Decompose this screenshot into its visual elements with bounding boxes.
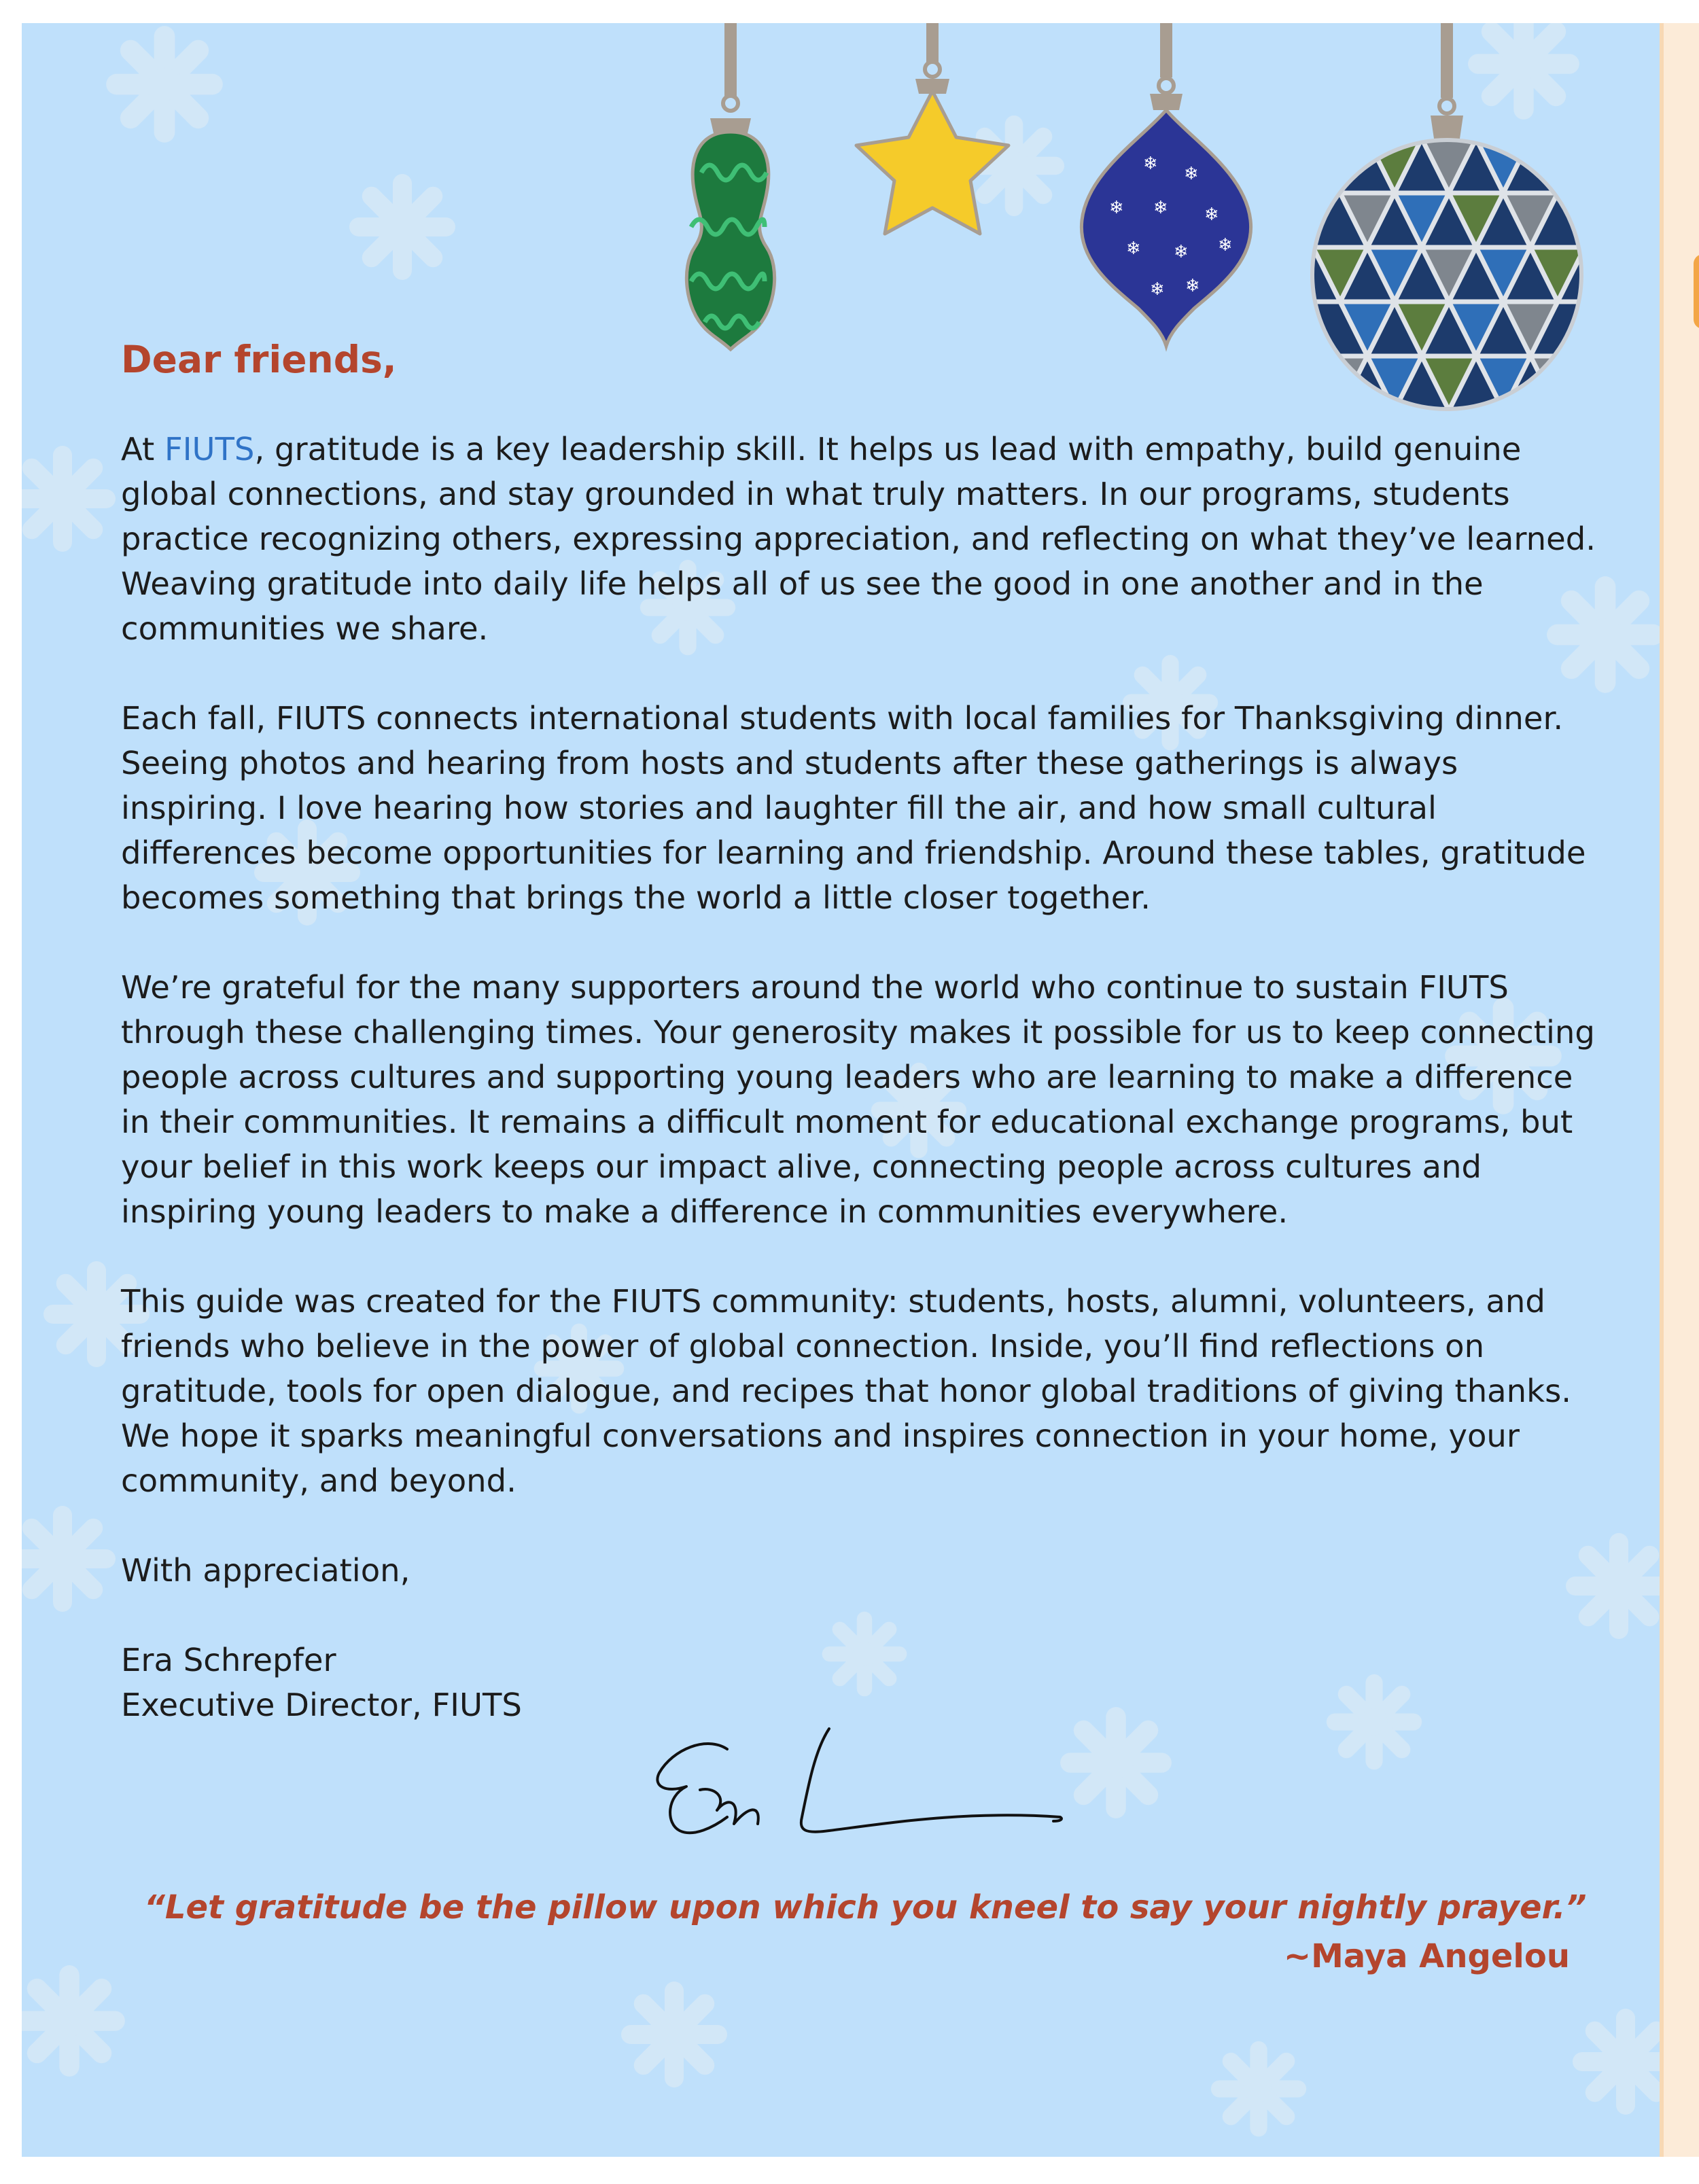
quote-text: “Let gratitude be the pillow upon which you kneel to say your nightly prayer.” xyxy=(144,1888,1587,1926)
signer-title: Executive Director, FIUTS xyxy=(121,1687,522,1723)
blue-snowflake-ornament-icon xyxy=(1081,23,1250,346)
snowflake-icon xyxy=(22,1506,116,1612)
adjacent-page-edge xyxy=(1660,23,1699,2157)
letter-body xyxy=(121,337,1602,1727)
paragraph-guide: This guide was created for the FIUTS community: students, hosts, alumni, volunteers, and friends who believe in the power of global connection. Inside, you’ll find reflections on gratitude, tools for open dialogue, and recipes that honor global traditions of giving thanks. We hope it sparks meaningful conversations and inspires connection in your home, your community, and beyond. xyxy=(121,1283,1572,1499)
handwritten-signature xyxy=(652,1722,1074,1858)
snowflake-icon xyxy=(1573,2009,1660,2115)
page-edge-marker xyxy=(1694,254,1699,329)
closing-line: With appreciation, xyxy=(121,1552,410,1589)
snowflake-icon xyxy=(621,1982,727,2088)
svg-text:❄: ❄ xyxy=(1185,276,1200,296)
intro-lead: At xyxy=(121,431,165,468)
quote-attribution: ~Maya Angelou xyxy=(1283,1937,1570,1975)
signer-name: Era Schrepfer xyxy=(121,1642,336,1678)
svg-text:❄: ❄ xyxy=(1143,154,1158,174)
letter-page xyxy=(22,23,1660,2157)
paragraph-intro xyxy=(121,427,1602,651)
snowflake-icon xyxy=(22,446,116,552)
svg-text:❄: ❄ xyxy=(1174,242,1189,262)
green-ornament-icon xyxy=(686,23,774,349)
svg-text:❄: ❄ xyxy=(1218,235,1233,256)
intro-rest: , gratitude is a key leadership skill. It helps us lead with empathy, build genuine global connections, and stay grounded in what truly matters. In our programs, students practice recognizing others, expressing appreciation, and reflecting on what they’ve learned. Weaving gratitude into daily life helps all of us see the good in one another and in the communities we share. xyxy=(121,431,1596,647)
fiuts-highlight: FIUTS xyxy=(164,431,255,468)
yellow-star-ornament-icon xyxy=(856,23,1009,234)
paragraph-supporters: We’re grateful for the many supporters around the world who continue to sustain FIUTS through these challenging times. Your generosity makes it possible for us to keep connecting people across cultures and supporting young leaders who are learning to make a difference in their communities. It remains a difficult moment for educational exchange programs, but your belief in this work keeps our impact alive, connecting people across cultures and inspiring young leaders to make a difference in communities everywhere. xyxy=(121,969,1595,1230)
snowflake-icon xyxy=(1211,2041,1306,2136)
greeting: Dear friends, xyxy=(121,338,397,381)
svg-text:❄: ❄ xyxy=(1204,205,1219,225)
svg-text:❄: ❄ xyxy=(1126,239,1141,259)
snowflake-icon xyxy=(22,1965,125,2077)
svg-text:❄: ❄ xyxy=(1109,198,1124,218)
svg-text:❄: ❄ xyxy=(1184,164,1199,184)
svg-text:❄: ❄ xyxy=(1153,198,1168,218)
svg-text:❄: ❄ xyxy=(1150,279,1165,300)
paragraph-thanksgiving: Each fall, FIUTS connects international students with local families for Thanksgiving dinner. Seeing photos and hearing from hosts and students after these gatherings is always inspiring. I love hearing how stories and laughter fill the air, and how small cultural differences become opportunities for learning and friendship. Around these tables, gratitude becomes something that brings the world a little closer together. xyxy=(121,700,1586,916)
